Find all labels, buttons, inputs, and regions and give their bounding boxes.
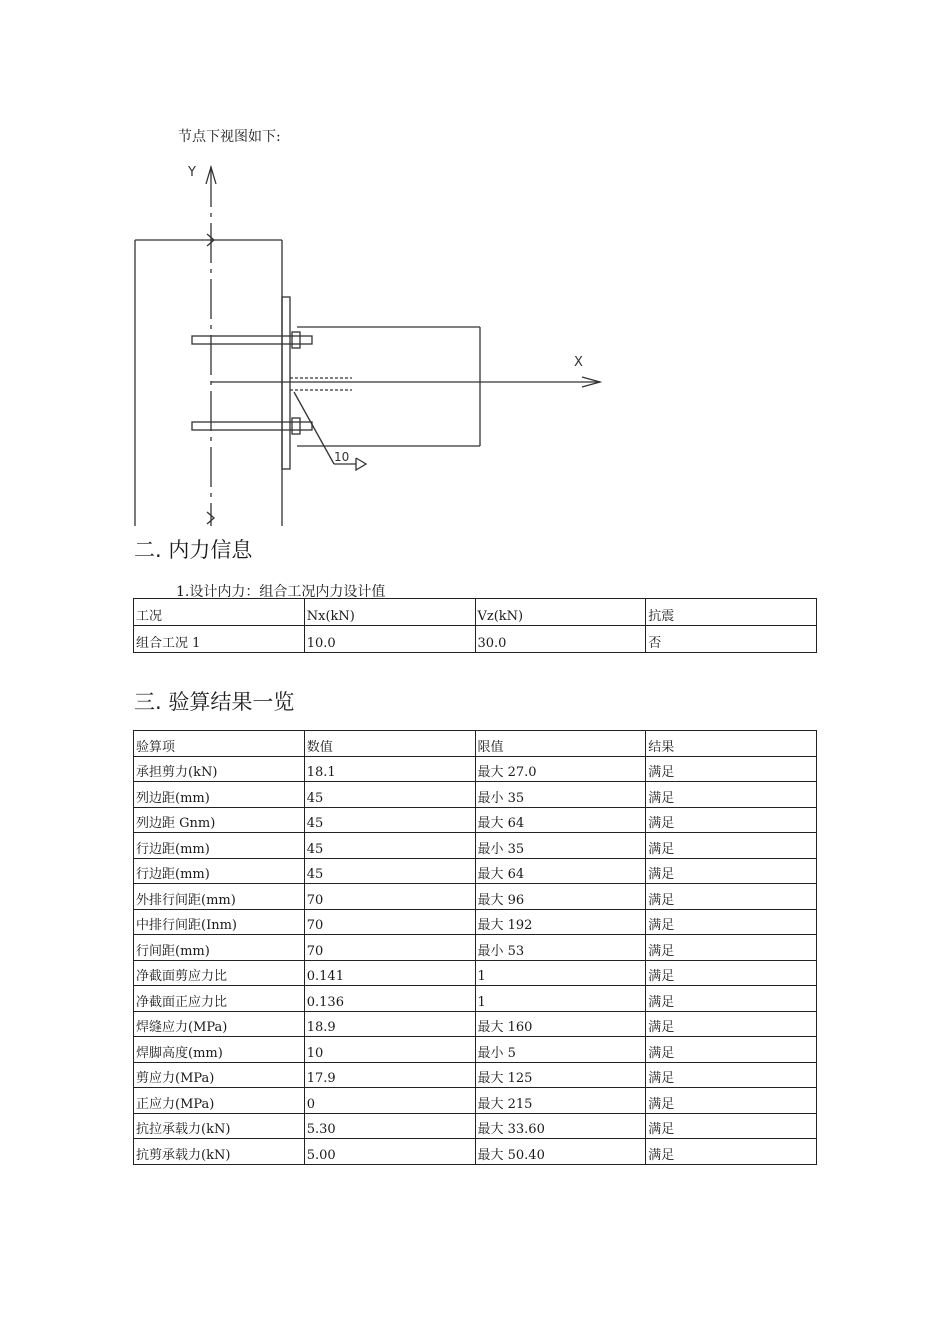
table-cell: 满足	[646, 1062, 817, 1088]
table-cell: 满足	[646, 833, 817, 859]
table-cell: 1	[475, 986, 646, 1012]
table-cell: 剪应力(MPa)	[134, 1062, 305, 1088]
section3-title: 三. 验算结果一览	[134, 690, 295, 714]
table-cell: 45	[304, 807, 475, 833]
table-row	[134, 960, 817, 986]
table-cell: 外排行间距(mm)	[134, 884, 305, 910]
table-cell: 抗剪承载力(kN)	[134, 1139, 305, 1165]
table-row	[134, 807, 817, 833]
table-cell: 焊脚高度(mm)	[134, 1037, 305, 1063]
table-cell: 最大 125	[475, 1062, 646, 1088]
table-cell: 正应力(MPa)	[134, 1088, 305, 1114]
table-cell: 中排行间距(Inm)	[134, 909, 305, 935]
table-row	[134, 1139, 817, 1165]
y-axis-label: Y	[188, 165, 196, 180]
table-row	[134, 909, 817, 935]
table-row	[134, 986, 817, 1012]
table-cell: 否	[646, 626, 817, 653]
table-cell: 0	[304, 1088, 475, 1114]
table-cell: 满足	[646, 1139, 817, 1165]
table-cell: 最小 35	[475, 782, 646, 808]
table-cell: 17.9	[304, 1062, 475, 1088]
bolt-head-lower	[292, 418, 300, 434]
table-cell: 18.1	[304, 756, 475, 782]
table-cell: 满足	[646, 960, 817, 986]
section2-title: 二. 内力信息	[134, 538, 253, 562]
table-cell: 满足	[646, 782, 817, 808]
weld-size-label: 10	[334, 450, 350, 464]
table-cell: 18.9	[304, 1011, 475, 1037]
table-header-row	[134, 731, 817, 757]
table-cell: 满足	[646, 1037, 817, 1063]
weld-flag	[356, 458, 366, 470]
table-cell: 最大 64	[475, 858, 646, 884]
table-row	[134, 935, 817, 961]
table-cell: 最小 5	[475, 1037, 646, 1063]
table-header-cell: 验算项	[134, 731, 305, 757]
table-header-cell: Vz(kN)	[475, 599, 646, 626]
table-cell: 列边距 Gnm)	[134, 807, 305, 833]
table-cell: 最大 160	[475, 1011, 646, 1037]
table-header-cell: 抗震	[646, 599, 817, 626]
table-cell: 承担剪力(kN)	[134, 756, 305, 782]
bolt-head-upper	[292, 332, 300, 348]
table-cell: 0.136	[304, 986, 475, 1012]
table-row	[134, 782, 817, 808]
table-cell: 70	[304, 884, 475, 910]
table-row	[134, 858, 817, 884]
table-cell: 焊缝应力(MPa)	[134, 1011, 305, 1037]
table-row	[134, 626, 817, 653]
table-cell: 行边距(mm)	[134, 858, 305, 884]
table-cell: 70	[304, 909, 475, 935]
end-plate	[282, 297, 290, 469]
table-cell: 最大 33.60	[475, 1113, 646, 1139]
table-cell: 最大 192	[475, 909, 646, 935]
x-axis-label: X	[574, 355, 583, 370]
table-row	[134, 884, 817, 910]
internal-force-table	[133, 598, 817, 653]
table-cell: 5.00	[304, 1139, 475, 1165]
table-cell: 最大 27.0	[475, 756, 646, 782]
table-cell: 10	[304, 1037, 475, 1063]
table-header-cell: 限值	[475, 731, 646, 757]
check-results-table	[133, 730, 817, 1165]
table-row	[134, 833, 817, 859]
table-cell: 满足	[646, 807, 817, 833]
table-cell: 45	[304, 858, 475, 884]
table-header-cell: 工况	[134, 599, 305, 626]
table-cell: 列边距(mm)	[134, 782, 305, 808]
table-cell: 最大 215	[475, 1088, 646, 1114]
table-cell: 5.30	[304, 1113, 475, 1139]
table-header-row	[134, 599, 817, 626]
table-header-cell: Nx(kN)	[304, 599, 475, 626]
table-cell: 满足	[646, 986, 817, 1012]
table-cell: 组合工况 1	[134, 626, 305, 653]
table-cell: 1	[475, 960, 646, 986]
table-cell: 最大 64	[475, 807, 646, 833]
table-cell: 最大 96	[475, 884, 646, 910]
table-cell: 最小 53	[475, 935, 646, 961]
table-row	[134, 1062, 817, 1088]
table-cell: 行间距(mm)	[134, 935, 305, 961]
table-cell: 30.0	[475, 626, 646, 653]
bolt-upper	[192, 336, 312, 344]
table-cell: 满足	[646, 935, 817, 961]
table-cell: 满足	[646, 1113, 817, 1139]
table-cell: 45	[304, 782, 475, 808]
table-cell: 满足	[646, 1011, 817, 1037]
table-header-cell: 结果	[646, 731, 817, 757]
section2-subtitle: 1.设计内力：组合工况内力设计值	[176, 584, 386, 600]
joint-bottom-view-drawing	[134, 152, 602, 526]
table-cell: 70	[304, 935, 475, 961]
table-row	[134, 1037, 817, 1063]
table-cell: 0.141	[304, 960, 475, 986]
table-cell: 最大 50.40	[475, 1139, 646, 1165]
table-cell: 满足	[646, 884, 817, 910]
table-cell: 10.0	[304, 626, 475, 653]
table-row	[134, 1113, 817, 1139]
table-cell: 满足	[646, 1088, 817, 1114]
table-cell: 满足	[646, 756, 817, 782]
table-cell: 满足	[646, 858, 817, 884]
table-header-cell: 数值	[304, 731, 475, 757]
table-cell: 行边距(mm)	[134, 833, 305, 859]
table-cell: 45	[304, 833, 475, 859]
table-cell: 满足	[646, 909, 817, 935]
table-cell: 净截面剪应力比	[134, 960, 305, 986]
bolt-lower	[192, 422, 312, 430]
table-cell: 净截面正应力比	[134, 986, 305, 1012]
table-row	[134, 1011, 817, 1037]
table-cell: 最小 35	[475, 833, 646, 859]
figure-caption: 节点下视图如下:	[178, 129, 281, 145]
table-row	[134, 756, 817, 782]
table-cell: 抗拉承载力(kN)	[134, 1113, 305, 1139]
table-row	[134, 1088, 817, 1114]
